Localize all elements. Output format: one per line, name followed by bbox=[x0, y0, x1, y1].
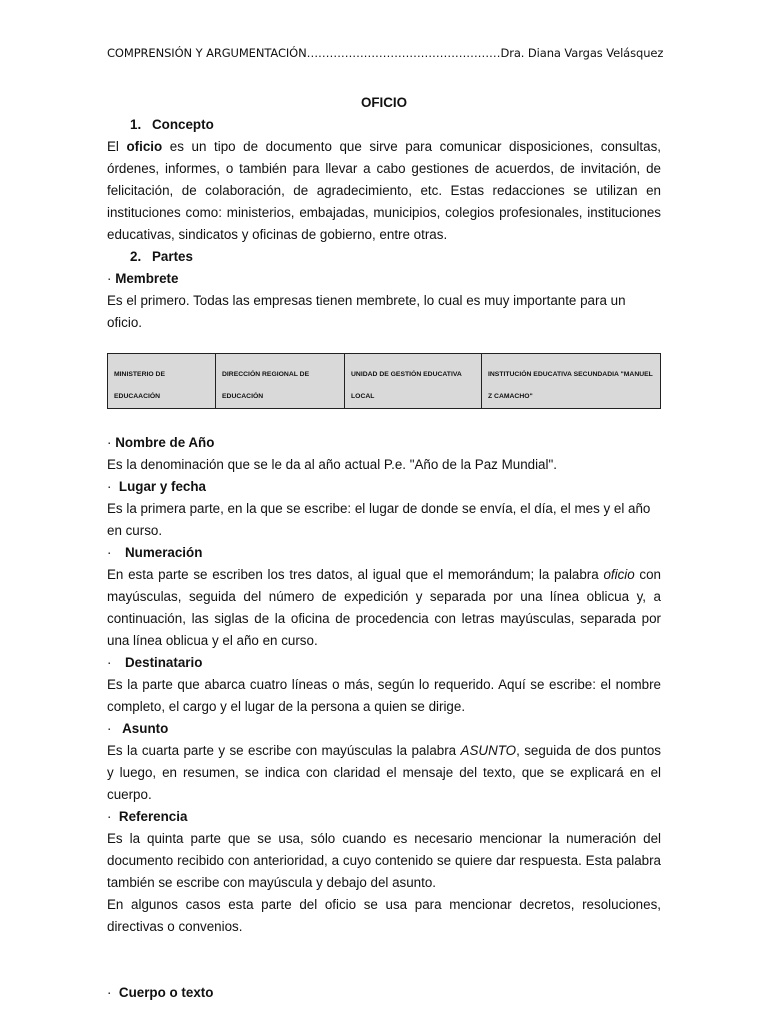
table-row bbox=[108, 354, 661, 409]
numeracion-heading bbox=[107, 542, 661, 564]
numeracion-label: Numeración bbox=[125, 545, 203, 560]
concepto-post: es un tipo de documento que sirve para comunicar disposiciones, consultas, órdenes, informes, o también para llevar a cabo gestiones de acuerdos, de invitación, de felicitación, de colaboración, de agradecimiento, etc. Estas redacciones se utilizan en instituciones como: ministerios, embajadas, municipios, colegios profesionales, instituciones educativas, sindicatos y oficinas de gobierno, entre otras. bbox=[107, 139, 661, 242]
bullet-dot: · bbox=[107, 271, 112, 286]
lugar-fecha-heading bbox=[107, 476, 661, 498]
numeracion-post: con mayúsculas, seguida del número de expedición y separada por una línea oblicua y, a continuación, las siglas de la oficina de procedencia con letras mayúsculas, separada por una línea oblicua y el año en curso. bbox=[107, 567, 662, 648]
referencia-heading bbox=[107, 806, 661, 828]
destinatario-heading bbox=[107, 652, 661, 674]
referencia-paragraph-2: En algunos casos esta parte del oficio se usa para mencionar decretos, resoluciones, directivas o convenios. bbox=[107, 897, 661, 934]
destinatario-paragraph: Es la parte que abarca cuatro líneas o más, según lo requerido. Aquí se escribe: el nombre completo, el cargo y el lugar de la persona a quien se dirige. bbox=[107, 677, 661, 714]
bullet-dot: · bbox=[107, 809, 112, 824]
asunto-italic: ASUNTO bbox=[460, 743, 517, 758]
cuerpo-label: Cuerpo o texto bbox=[118, 985, 214, 1000]
section-label: Concepto bbox=[152, 117, 214, 132]
section-partes-heading bbox=[107, 246, 661, 268]
nombre-ano-label: Nombre de Año bbox=[115, 435, 215, 450]
cuerpo-heading bbox=[107, 982, 661, 1004]
membrete-heading bbox=[107, 268, 661, 290]
document-title: OFICIO bbox=[360, 95, 408, 110]
lugar-fecha-paragraph: Es la primera parte, en la que se escribe: el lugar de donde se envía, el día, el mes y el año en curso. bbox=[107, 501, 651, 538]
bullet-dot: · bbox=[107, 655, 112, 670]
nombre-ano-paragraph: Es la denominación que se le da al año actual P.e. "Año de la Paz Mundial". bbox=[107, 457, 557, 472]
table-cell: DIRECCIÓN REGIONAL DE EDUCACIÓN bbox=[216, 354, 345, 409]
table-cell: INSTITUCIÓN EDUCATIVA SECUNDADIA "MANUEL Z CAMACHO" bbox=[482, 354, 661, 409]
destinatario-label: Destinatario bbox=[125, 655, 203, 670]
asunto-post: , seguida de dos puntos y luego, en resumen, se indica con claridad el mensaje del texto, que se explicará en el cuerpo. bbox=[107, 743, 661, 802]
concepto-paragraph bbox=[107, 136, 661, 246]
membrete-paragraph: Es el primero. Todas las empresas tienen membrete, lo cual es muy importante para un oficio. bbox=[107, 293, 626, 330]
concepto-bold-term: oficio bbox=[126, 139, 163, 154]
nombre-ano-heading bbox=[107, 432, 661, 454]
numeracion-italic: oficio bbox=[603, 567, 635, 582]
numeracion-paragraph bbox=[107, 564, 661, 652]
membrete-table bbox=[107, 353, 661, 409]
bullet-dot: · bbox=[107, 721, 112, 736]
spacer bbox=[107, 938, 661, 982]
bullet-dot: · bbox=[107, 435, 112, 450]
header-course: COMPRENSIÓN Y ARGUMENTACIÓN bbox=[107, 46, 307, 60]
header-author: Dra. Diana Vargas Velásquez bbox=[500, 46, 664, 60]
page-header bbox=[107, 46, 664, 60]
table-cell: MINISTERIO DE EDUCAACIÓN bbox=[108, 354, 216, 409]
asunto-paragraph bbox=[107, 740, 661, 806]
bullet-dot: · bbox=[107, 545, 112, 560]
document-body bbox=[107, 92, 661, 1004]
bullet-dot: · bbox=[107, 479, 112, 494]
bullet-dot: · bbox=[107, 985, 112, 1000]
numeracion-pre: En esta parte se escriben los tres datos, al igual que el memorándum; la palabra bbox=[107, 567, 604, 582]
referencia-paragraph: Es la quinta parte que se usa, sólo cuando es necesario mencionar la numeración del documento recibido con anterioridad, a cuyo contenido se quiere dar respuesta. Esta palabra también se escribe con mayúscula y debajo del asunto. bbox=[107, 831, 661, 890]
header-dots: …………………………………………… bbox=[306, 46, 501, 60]
section-concepto-heading bbox=[107, 114, 661, 136]
membrete-label: Membrete bbox=[115, 271, 179, 286]
asunto-label: Asunto bbox=[122, 721, 169, 736]
section-number: 1. bbox=[130, 117, 142, 132]
concepto-pre: El bbox=[107, 139, 127, 154]
asunto-heading bbox=[107, 718, 661, 740]
referencia-label: Referencia bbox=[118, 809, 188, 824]
table-cell: UNIDAD DE GESTIÓN EDUCATIVA LOCAL bbox=[345, 354, 482, 409]
lugar-fecha-label: Lugar y fecha bbox=[118, 479, 206, 494]
section-number: 2. bbox=[130, 249, 142, 264]
section-label: Partes bbox=[152, 249, 193, 264]
asunto-pre: Es la cuarta parte y se escribe con mayúsculas la palabra bbox=[107, 743, 461, 758]
